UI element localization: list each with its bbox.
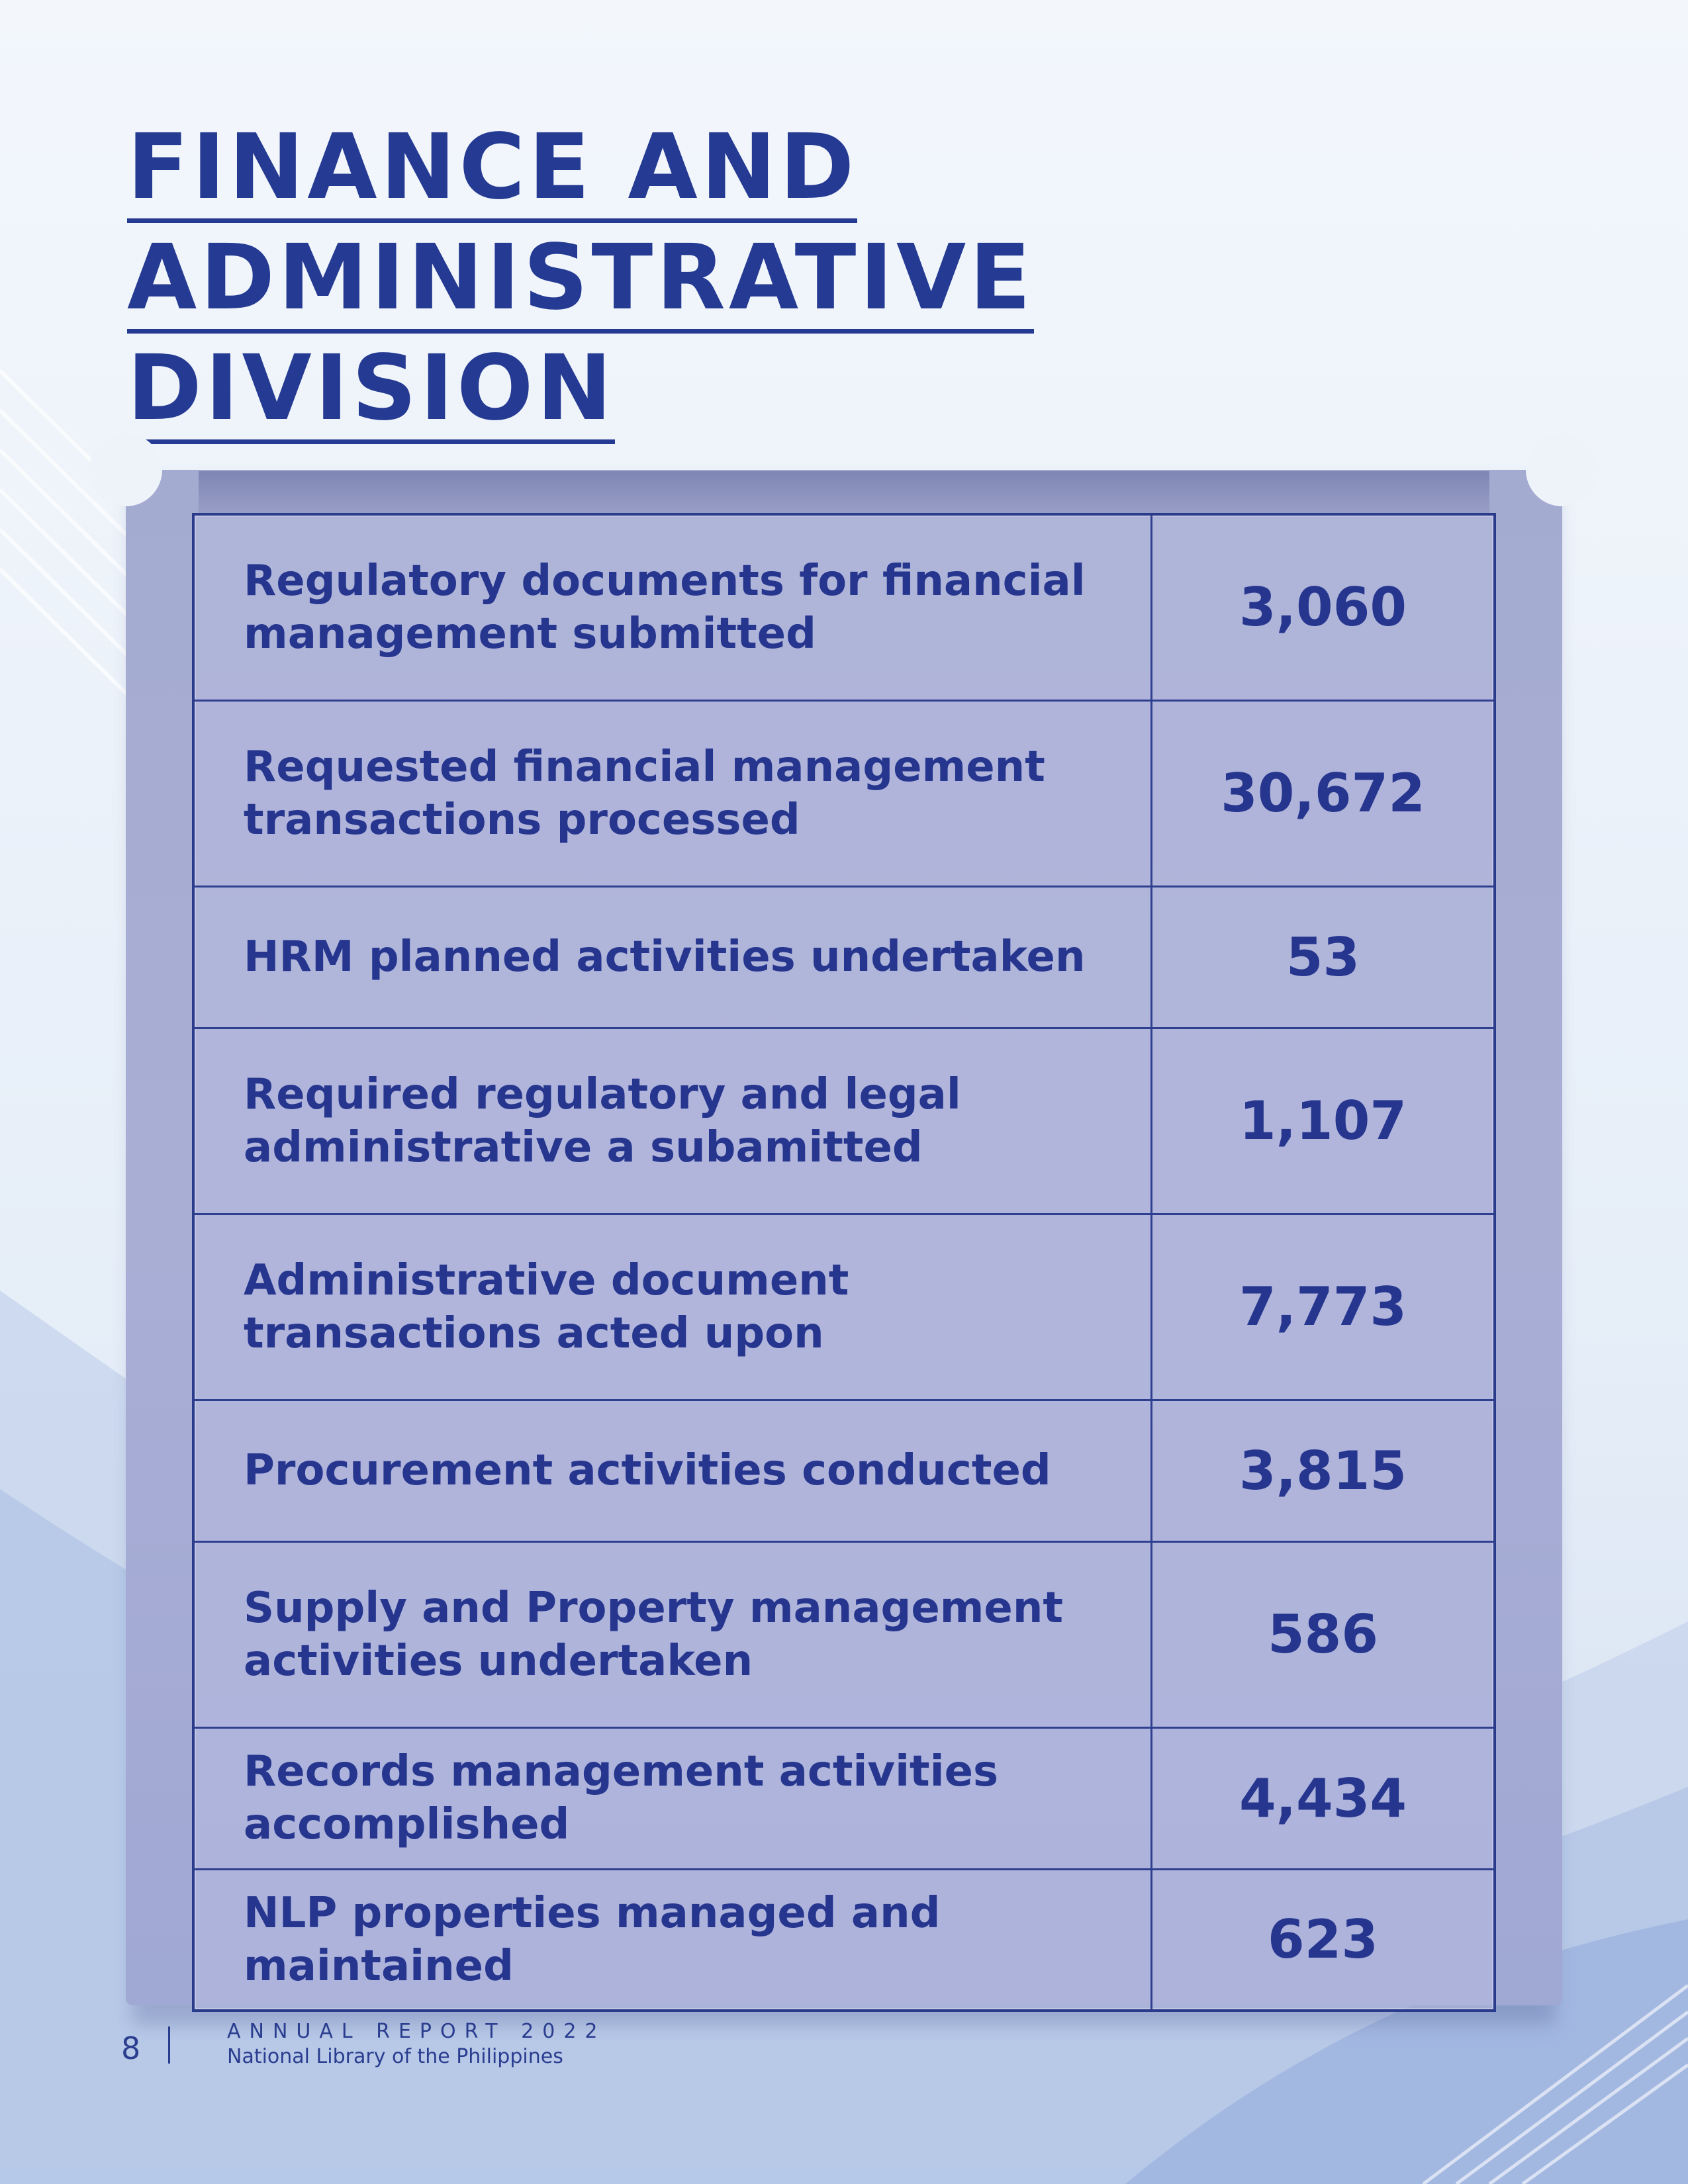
table-row bbox=[193, 1869, 1495, 2011]
page-title bbox=[127, 113, 1319, 444]
table-row bbox=[193, 1541, 1495, 1727]
table-row bbox=[193, 700, 1495, 886]
title-line-3: DIVISION bbox=[127, 339, 615, 444]
row-value: 3,815 bbox=[1152, 1400, 1495, 1541]
row-label: Administrative document transactions acted upon bbox=[193, 1214, 1152, 1400]
organization-name: National Library of the Philippines bbox=[227, 2045, 563, 2068]
row-label: NLP properties managed and maintained bbox=[193, 1869, 1152, 2011]
title-line-1: FINANCE AND bbox=[127, 118, 857, 223]
table-row bbox=[193, 886, 1495, 1028]
row-value: 3,060 bbox=[1152, 514, 1495, 700]
footer-divider bbox=[168, 2026, 170, 2064]
row-value: 53 bbox=[1152, 886, 1495, 1028]
page-number: 8 bbox=[121, 2030, 141, 2066]
row-label: Requested financial management transactions processed bbox=[193, 700, 1152, 886]
report-title: ANNUAL REPORT 2022 bbox=[227, 2020, 606, 2043]
table-row bbox=[193, 1028, 1495, 1214]
row-value: 586 bbox=[1152, 1541, 1495, 1727]
table-row bbox=[193, 514, 1495, 700]
row-label: Procurement activities conducted bbox=[193, 1400, 1152, 1541]
stats-table bbox=[192, 513, 1496, 2012]
table-frame-top bbox=[199, 471, 1489, 518]
row-label: Regulatory documents for financial management submitted bbox=[193, 514, 1152, 700]
row-label: Records management activities accomplished bbox=[193, 1727, 1152, 1869]
title-line-2: ADMINISTRATIVE bbox=[127, 228, 1034, 334]
frame-notch-right bbox=[1526, 433, 1599, 506]
table-row bbox=[193, 1400, 1495, 1541]
row-value: 4,434 bbox=[1152, 1727, 1495, 1869]
row-label: Required regulatory and legal administrative a subamitted bbox=[193, 1028, 1152, 1214]
table-row bbox=[193, 1727, 1495, 1869]
frame-notch-left bbox=[89, 433, 162, 506]
row-label: Supply and Property management activities undertaken bbox=[193, 1541, 1152, 1727]
row-value: 30,672 bbox=[1152, 700, 1495, 886]
row-value: 7,773 bbox=[1152, 1214, 1495, 1400]
row-value: 623 bbox=[1152, 1869, 1495, 2011]
row-label: HRM planned activities undertaken bbox=[193, 886, 1152, 1028]
row-value: 1,107 bbox=[1152, 1028, 1495, 1214]
table-row bbox=[193, 1214, 1495, 1400]
